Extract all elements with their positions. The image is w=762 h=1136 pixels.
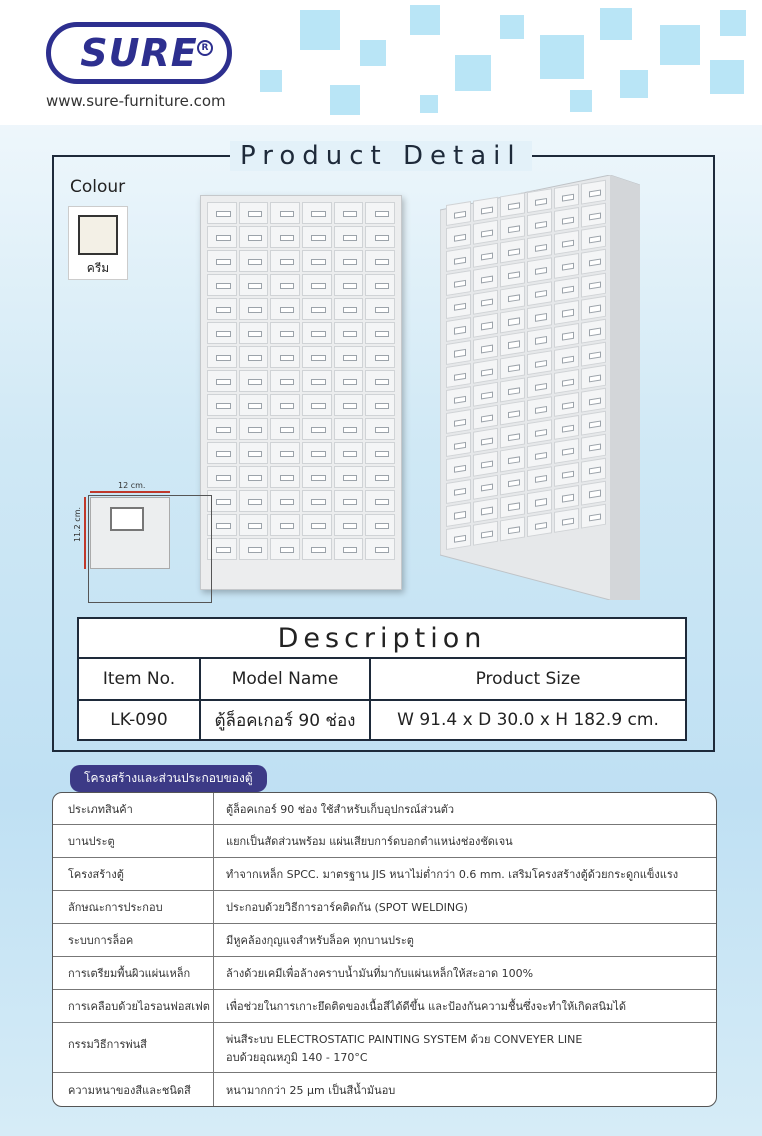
spec-value: ประกอบด้วยวิธีการอาร์คติดกัน (SPOT WELDING) [226,901,468,914]
locker-door [365,394,395,416]
brand-name: SURE [80,31,198,75]
locker-door [527,188,552,213]
locker-door [581,504,606,529]
locker-door [239,490,269,512]
locker-door [334,250,364,272]
spec-section-tag: โครงสร้างและส่วนประกอบของตู้ [70,765,267,792]
locker-door [473,243,498,268]
locker-grid [446,180,606,550]
locker-door [365,250,395,272]
spec-key: การเตรียมพื้นผิวแผ่นเหล็ก [53,957,214,989]
locker-door [365,538,395,560]
locker-door [239,226,269,248]
locker-door [239,514,269,536]
locker-door [581,365,606,390]
locker-door [554,462,579,487]
locker-door [365,418,395,440]
spec-key: กรรมวิธีการพ่นสี [53,1023,214,1072]
locker-door [446,432,471,457]
product-detail-title: Product Detail [230,141,532,171]
locker-door [270,370,300,392]
decor-tile [410,5,440,35]
locker-door [527,489,552,514]
header-banner [0,0,762,125]
locker-door [270,466,300,488]
locker-door [239,322,269,344]
locker-door [207,346,237,368]
locker-door [446,455,471,480]
spec-key: ประเภทสินค้า [53,793,214,824]
locker-door [302,274,332,296]
locker-door [527,211,552,236]
locker-door [270,226,300,248]
locker-door [446,386,471,411]
spec-key: ระบบการล็อค [53,924,214,956]
locker-door [473,312,498,337]
description-data-row [79,699,685,739]
locker-door [365,370,395,392]
spec-value: ตู้ล็อคเกอร์ 90 ช่อง ใช้สำหรับเก็บอุปกรณ์ส่วนตัว [226,802,455,816]
locker-grid [207,202,395,560]
locker-door [554,323,579,348]
locker-door [365,490,395,512]
locker-door [527,234,552,259]
locker-door [207,370,237,392]
locker-door [500,239,525,264]
website-link[interactable]: www.sure-furniture.com [46,92,226,110]
locker-door [527,304,552,329]
locker-door [446,270,471,295]
locker-door [473,266,498,291]
locker-door [500,447,525,472]
colour-swatch [78,215,118,255]
locker-door [446,294,471,319]
spec-key: ลักษณะการประกอบ [53,891,214,923]
locker-door [473,521,498,546]
locker-door [500,401,525,426]
locker-door [446,525,471,550]
locker-door [239,274,269,296]
locker-door [446,479,471,504]
locker-door [500,516,525,541]
spec-value: ล้างด้วยเคมีเพื่อล้างคราบน้ำมันที่มากับแผ่นเหล็กให้สะอาด 100% [226,967,534,980]
locker-door [473,451,498,476]
decor-tile [620,70,648,98]
locker-door [527,281,552,306]
locker-door [527,350,552,375]
width-dimension-line [90,491,170,493]
decor-tile [660,25,700,65]
locker-door [302,466,332,488]
locker-door [446,502,471,527]
locker-door [554,230,579,255]
decor-tile [720,10,746,36]
locker-door [302,418,332,440]
locker-door [473,382,498,407]
locker-door [334,346,364,368]
spec-table [52,792,717,1107]
locker-door [270,442,300,464]
decor-tile [540,35,584,79]
locker-door [446,224,471,249]
locker-door [581,318,606,343]
locker-door [239,250,269,272]
locker-door [270,394,300,416]
locker-door [302,538,332,560]
brand-logo[interactable] [46,22,232,84]
locker-door [500,308,525,333]
locker-door [473,289,498,314]
spec-value: หนามากกว่า 25 µm เป็นสีน้ำมันอบ [226,1083,396,1097]
locker-door [302,370,332,392]
spec-value [214,1023,716,1072]
locker-door [365,466,395,488]
locker-door [334,418,364,440]
locker-door [581,249,606,274]
decor-tile [330,85,360,115]
spec-key: ความหนาของสีและชนิดสี [53,1073,214,1106]
locker-door [365,322,395,344]
locker-door [270,298,300,320]
locker-door [554,508,579,533]
decor-tile [420,95,438,113]
spec-row [53,825,716,858]
locker-door [302,346,332,368]
locker-door [500,378,525,403]
locker-door [446,340,471,365]
locker-door [334,274,364,296]
locker-door [473,336,498,361]
decor-tile [360,40,386,66]
locker-door [207,322,237,344]
locker-door [270,418,300,440]
locker-door [527,258,552,283]
locker-cabinet-angle-image [440,175,640,600]
locker-door [302,322,332,344]
locker-door [239,418,269,440]
item-no-value: LK-090 [79,701,201,739]
width-dimension-label: 12 cm. [118,481,146,490]
locker-door [446,201,471,226]
description-title: Description [79,619,685,659]
locker-door [554,300,579,325]
decor-tile [300,10,340,50]
decor-tile [260,70,282,92]
locker-door [554,415,579,440]
spec-row [53,1023,716,1073]
locker-door [500,493,525,518]
locker-door [302,514,332,536]
locker-door [500,354,525,379]
locker-door [239,442,269,464]
locker-door [207,442,237,464]
locker-door [554,438,579,463]
description-header-row [79,659,685,699]
locker-door [239,202,269,224]
locker-door [270,490,300,512]
decor-tile [455,55,491,91]
locker-door [554,369,579,394]
locker-door [581,272,606,297]
locker-door [500,470,525,495]
locker-door [500,262,525,287]
locker-door [473,405,498,430]
locker-door [239,298,269,320]
spec-row [53,1073,716,1106]
locker-door [334,490,364,512]
locker-door [365,226,395,248]
locker-door [239,346,269,368]
locker-door [527,327,552,352]
locker-door [473,220,498,245]
locker-door [527,443,552,468]
spec-value: มีหูคล้องกุญแจสำหรับล็อค ทุกบานประตู [226,934,414,947]
locker-door [334,298,364,320]
locker-door [334,442,364,464]
locker-door [500,424,525,449]
spec-value: แยกเป็นสัดส่วนพร้อม แผ่นเสียบการ์ดบอกตำแหน่งช่องชัดเจน [226,835,513,848]
registered-icon: R [197,40,213,56]
locker-door [207,274,237,296]
locker-door [334,394,364,416]
locker-door [302,250,332,272]
locker-door [446,247,471,272]
locker-door [473,428,498,453]
locker-door [302,298,332,320]
locker-door [581,411,606,436]
card-slot-icon [110,507,144,531]
decor-tile [710,60,744,94]
decor-tile [500,15,524,39]
locker-door [527,512,552,537]
locker-door [239,370,269,392]
description-table [77,617,687,741]
locker-door [207,226,237,248]
locker-door [365,442,395,464]
locker-door [239,394,269,416]
locker-door [365,346,395,368]
locker-door [500,192,525,217]
decor-tile [570,90,592,112]
locker-door [554,346,579,371]
locker-door [473,497,498,522]
spec-value-line: อบด้วยอุณหภูมิ 140 - 170°C [226,1050,368,1064]
locker-cabinet-front-image [200,195,402,590]
locker-door [473,359,498,384]
locker-door [270,274,300,296]
locker-door [554,392,579,417]
locker-door [334,466,364,488]
locker-door [581,180,606,205]
locker-door [270,346,300,368]
spec-row [53,793,716,825]
header-model-name: Model Name [201,659,371,699]
header-item-no: Item No. [79,659,201,699]
locker-door [554,207,579,232]
locker-door [554,276,579,301]
spec-key: บานประตู [53,825,214,857]
locker-door [473,197,498,222]
colour-name: ครีม [86,261,110,275]
locker-door [302,442,332,464]
locker-door [334,322,364,344]
colour-label: Colour [70,177,126,197]
locker-door [581,342,606,367]
locker-door [302,202,332,224]
locker-door [207,298,237,320]
spec-row [53,891,716,924]
locker-door [581,434,606,459]
locker-door [365,298,395,320]
product-size-value: W 91.4 x D 30.0 x H 182.9 cm. [397,710,659,730]
locker-door [500,331,525,356]
height-dimension-label: 11.2 cm. [73,506,83,543]
header-product-size: Product Size [475,669,581,689]
locker-door [334,226,364,248]
spec-value: เพื่อช่วยในการเกาะยึดติดของเนื้อสีได้ดีขึ้น และป้องกันความชื้นซึ่งจะทำให้เกิดสนิมได้ [226,1000,626,1013]
locker-door [581,226,606,251]
locker-door [581,457,606,482]
decor-tile [600,8,632,40]
locker-door [365,514,395,536]
spec-value: ทำจากเหล็ก SPCC. มาตรฐาน JIS หนาไม่ต่ำกว่า 0.6 mm. เสริมโครงสร้างตู้ด้วยกระดูกแข็งแรง [226,868,679,881]
locker-door [527,396,552,421]
locker-door [500,285,525,310]
locker-door [302,226,332,248]
locker-door [270,202,300,224]
locker-door [207,202,237,224]
locker-door [581,388,606,413]
locker-door [365,202,395,224]
locker-door [446,317,471,342]
spec-row [53,990,716,1023]
locker-door [334,514,364,536]
locker-door [270,514,300,536]
locker-door [302,394,332,416]
locker-door [334,538,364,560]
colour-swatch-card[interactable] [68,206,128,280]
spec-value-line: พ่นสีระบบ ELECTROSTATIC PAINTING SYSTEM ด้วย CONVEYER LINE [226,1032,583,1046]
locker-door [207,394,237,416]
locker-door [334,202,364,224]
model-name-value: ตู้ล็อคเกอร์ 90 ช่อง [201,701,371,739]
locker-door [446,409,471,434]
locker-door [270,250,300,272]
locker-door [473,474,498,499]
locker-door [500,216,525,241]
spec-key: โครงสร้างตู้ [53,858,214,890]
locker-door [527,420,552,445]
locker-door [207,250,237,272]
spec-row [53,957,716,990]
height-dimension-line [84,497,86,569]
locker-door [270,322,300,344]
spec-row [53,858,716,891]
locker-door [239,466,269,488]
spec-key: การเคลือบด้วยไอรอนฟอสเฟต [53,990,214,1022]
locker-door [207,418,237,440]
locker-door [334,370,364,392]
locker-door [554,184,579,209]
locker-door [554,485,579,510]
locker-door [446,363,471,388]
locker-door [527,373,552,398]
spec-row [53,924,716,957]
locker-door [527,466,552,491]
locker-door [365,274,395,296]
locker-door [581,203,606,228]
locker-door [239,538,269,560]
locker-door [270,538,300,560]
locker-door [581,480,606,505]
locker-door [207,466,237,488]
locker-door [302,490,332,512]
locker-door [581,295,606,320]
locker-door [554,253,579,278]
